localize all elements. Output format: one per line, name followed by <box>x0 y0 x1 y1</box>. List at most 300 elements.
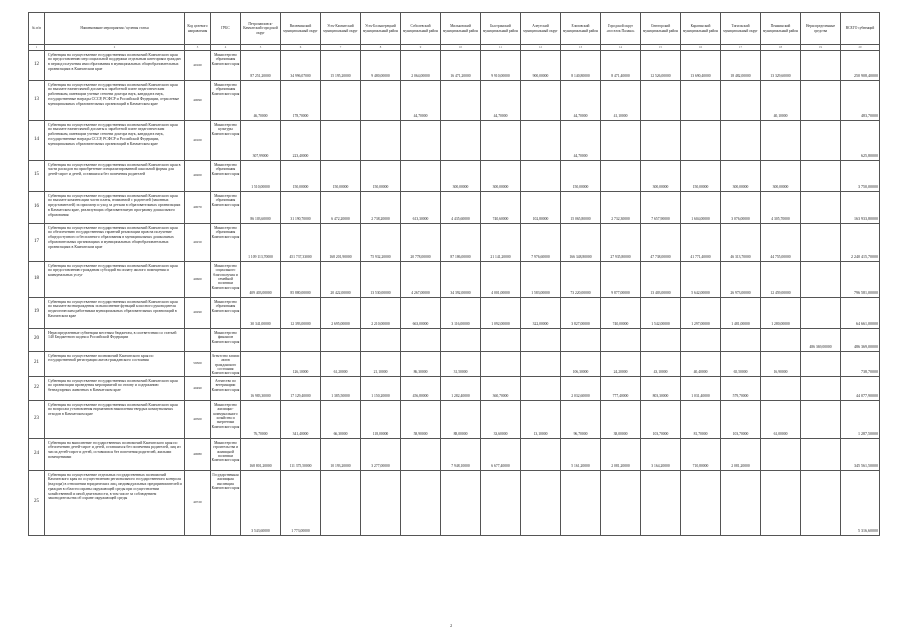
amount-cell <box>601 328 641 351</box>
amount-cell <box>481 120 521 160</box>
amount-cell <box>401 120 441 160</box>
amount-cell <box>561 470 601 535</box>
row-description: Субвенция на осуществление отдельных государственных полномочий Камчатского края по осуществлению регионального государственного контроля (надзора) в отношении юридических лиц, индивидуальных предпринимателей и граждан в области охраны окружающей среды при осуществлении хозяйственной и иной деятельности, в том числе за соблюдением законодательства об охране окружающей среды <box>45 470 185 535</box>
amount-cell: 75 932,20000 <box>361 223 401 261</box>
table-row <box>29 297 880 328</box>
amount-cell: 178,70000 <box>281 80 321 120</box>
amount-cell: 12 526,00000 <box>641 50 681 80</box>
column-header: Быстринский муниципальный район <box>481 13 521 45</box>
amount-cell: 21,10000 <box>361 351 401 376</box>
row-total: 5 316,60000 <box>841 470 880 535</box>
amount-cell <box>561 328 601 351</box>
amount-cell: 740,60000 <box>481 191 521 223</box>
amount-cell <box>601 470 641 535</box>
amount-cell: 1 542,00000 <box>641 297 681 328</box>
amount-cell: 9 480,00000 <box>361 50 401 80</box>
column-number: 19 <box>801 45 841 51</box>
row-total: 345 561,50000 <box>841 438 880 470</box>
amount-cell: 126,10000 <box>281 351 321 376</box>
column-number: 7 <box>321 45 361 51</box>
amount-cell: 5 642,00000 <box>681 261 721 297</box>
table-row <box>29 120 880 160</box>
column-header: Олюторский муниципальный район <box>641 13 681 45</box>
amount-cell <box>721 470 761 535</box>
amount-cell: 43,10000 <box>641 351 681 376</box>
amount-cell: 4 305,70000 <box>761 191 801 223</box>
column-header: ВСЕГО субвенций <box>841 13 880 45</box>
row-number: 25 <box>29 470 45 535</box>
amount-cell: 41,10000 <box>601 80 641 120</box>
row-description: Нераспределенные субвенции местным бюджетам, в соответствии со статьей 140 Бюджетного кодекса Российской Федерации <box>45 328 185 351</box>
amount-cell <box>521 160 561 191</box>
amount-cell: 300,00000 <box>641 160 681 191</box>
amount-cell: 7 948,10000 <box>441 438 481 470</box>
column-number: 20 <box>841 45 880 51</box>
amount-cell: 34 996,07000 <box>281 50 321 80</box>
amount-cell: 40,40000 <box>681 351 721 376</box>
amount-cell: 2 081,20000 <box>721 438 761 470</box>
target-code: 40090 <box>185 80 211 120</box>
amount-cell: 13 329,60000 <box>761 50 801 80</box>
amount-cell <box>441 328 481 351</box>
amount-cell <box>361 328 401 351</box>
amount-cell: 150,00000 <box>321 160 361 191</box>
amount-cell: 3 277,00000 <box>361 438 401 470</box>
amount-cell: 166 348,80000 <box>561 223 601 261</box>
column-number: 18 <box>761 45 801 51</box>
row-total: 486 369,00000 <box>841 328 880 351</box>
amount-cell <box>321 470 361 535</box>
row-number: 20 <box>29 328 45 351</box>
row-description: Субвенция на осуществление государственных полномочий Камчатского края по выплате вознаграждения за выполнение функций классного руководителя педагогическим работникам муниципальных образовательных организаций в Камчатском крае <box>45 297 185 328</box>
amount-cell <box>641 80 681 120</box>
grbs-name: Министерство социального благополучия и семейной политики Камчатского края <box>211 261 241 297</box>
row-number: 14 <box>29 120 45 160</box>
row-total: 2 240 415,70000 <box>841 223 880 261</box>
row-description: Субвенция на осуществление государственных полномочий Камчатского края по выплате компенсации части платы, взимаемой с родителей (законных представителей) за присмотр и уход за детьми в образовательных организациях в Камчатском крае, реализующих образовательную программу дошкольного образования <box>45 191 185 223</box>
amount-cell: 87 186,00000 <box>441 223 481 261</box>
column-number: 17 <box>721 45 761 51</box>
table-row <box>29 223 880 261</box>
amount-cell <box>801 351 841 376</box>
row-number: 15 <box>29 160 45 191</box>
amount-cell: 106,30000 <box>561 351 601 376</box>
amount-cell: 150,00000 <box>561 160 601 191</box>
amount-cell: 1 297,00000 <box>681 297 721 328</box>
amount-cell: 168 201,90000 <box>321 223 361 261</box>
grbs-name: Министерство образования Камчатского края <box>211 191 241 223</box>
amount-cell <box>521 120 561 160</box>
amount-cell <box>801 50 841 80</box>
column-number: 13 <box>561 45 601 51</box>
amount-cell: 6 472,20000 <box>321 191 361 223</box>
column-number: 5 <box>241 45 281 51</box>
amount-cell: 44,70000 <box>401 80 441 120</box>
amount-cell: 15 195,20000 <box>321 50 361 80</box>
grbs-name: Министерство образования Камчатского края <box>211 297 241 328</box>
row-number: 23 <box>29 400 45 438</box>
row-number: 21 <box>29 351 45 376</box>
amount-cell: 16 471,20000 <box>441 50 481 80</box>
amount-cell <box>441 120 481 160</box>
amount-cell: 900,00000 <box>521 50 561 80</box>
header-row <box>29 13 880 45</box>
amount-cell <box>281 328 321 351</box>
amount-cell <box>601 160 641 191</box>
amount-cell: 41 771,40000 <box>681 223 721 261</box>
amount-cell <box>721 80 761 120</box>
column-header: Вилючинский муниципальный округ <box>281 13 321 45</box>
amount-cell: 88,00000 <box>441 400 481 438</box>
column-header: Усть-Большерецкий муниципальный район <box>361 13 401 45</box>
amount-cell: 1 092,00000 <box>481 297 521 328</box>
target-code: 40100 <box>185 120 211 160</box>
amount-cell: 1 282,40000 <box>441 376 481 400</box>
amount-cell: 300,00000 <box>481 160 521 191</box>
target-code: 40070 <box>185 191 211 223</box>
target-code: 40290 <box>185 297 211 328</box>
row-description: Субвенция на осуществление государственных полномочий Камчатского края по обеспечению государственных гарантий реализации прав на получение общедоступного и бесплатного образования в муниципальных дошкольных образовательных организациях и муниципальных общеобразовательных организациях в Камчатском крае <box>45 223 185 261</box>
target-code: 40600 <box>185 261 211 297</box>
amount-cell: 613,30000 <box>401 191 441 223</box>
amount-cell: 66,30000 <box>321 400 361 438</box>
amount-cell: 27 935,80000 <box>601 223 641 261</box>
column-header: Алеутский муниципальный округ <box>521 13 561 45</box>
amount-cell: 47 738,00000 <box>641 223 681 261</box>
column-number: 16 <box>681 45 721 51</box>
amount-cell <box>761 328 801 351</box>
amount-cell <box>641 120 681 160</box>
amount-cell <box>801 470 841 535</box>
row-number: 17 <box>29 223 45 261</box>
amount-cell <box>521 376 561 400</box>
amount-cell <box>761 376 801 400</box>
amount-cell: 3 116,00000 <box>441 297 481 328</box>
grbs-name: Министерство строительства и жилищной политики Камчатского края <box>211 438 241 470</box>
grbs-name: Министерство образования Камчатского края <box>211 160 241 191</box>
column-header: Мильковский муниципальный район <box>441 13 481 45</box>
column-number: 11 <box>481 45 521 51</box>
amount-cell <box>801 223 841 261</box>
amount-cell <box>681 470 721 535</box>
column-number: 14 <box>601 45 641 51</box>
amount-cell: 85 880,00000 <box>281 261 321 297</box>
amount-cell <box>641 470 681 535</box>
amount-cell: 341,40000 <box>281 400 321 438</box>
table-row <box>29 438 880 470</box>
amount-cell: 86 103,60000 <box>241 191 281 223</box>
amount-cell: 456,80000 <box>401 376 441 400</box>
amount-cell <box>801 400 841 438</box>
amount-cell <box>801 120 841 160</box>
amount-cell: 103,70000 <box>721 400 761 438</box>
amount-cell <box>401 160 441 191</box>
amount-cell: 150,00000 <box>281 160 321 191</box>
amount-cell <box>761 438 801 470</box>
amount-cell: 5 161,20000 <box>561 438 601 470</box>
amount-cell: 4 267,00000 <box>401 261 441 297</box>
amount-cell <box>801 261 841 297</box>
column-number: 1 <box>29 45 45 51</box>
amount-cell: 663,00000 <box>401 297 441 328</box>
amount-cell <box>481 470 521 535</box>
amount-cell: 8 140,80000 <box>561 50 601 80</box>
column-number: 8 <box>361 45 401 51</box>
grbs-name: Министерство жилищно-коммунального хозяйства и энергетики Камчатского края <box>211 400 241 438</box>
amount-cell: 46 313,70000 <box>721 223 761 261</box>
column-header: Пенжинский муниципальный район <box>761 13 801 45</box>
amount-cell: 710,80000 <box>681 438 721 470</box>
amount-cell <box>521 80 561 120</box>
amount-cell <box>801 297 841 328</box>
target-code: 40080 <box>185 438 211 470</box>
column-number: 15 <box>641 45 681 51</box>
amount-cell: 1 510,00000 <box>241 160 281 191</box>
amount-cell: 34 392,00000 <box>441 261 481 297</box>
amount-cell: 20 422,00000 <box>321 261 361 297</box>
amount-cell: 2 732,30000 <box>601 191 641 223</box>
amount-cell: 2 210,00000 <box>361 297 401 328</box>
amount-cell <box>241 351 281 376</box>
row-description: Субвенция на осуществление государственных полномочий Камчатского края по организации проведения мероприятий по отлову и содержанию безнадзорных животных в Камчатском крае <box>45 376 185 400</box>
column-header: Городской округ «поселок Палана» <box>601 13 641 45</box>
column-header: Соболевский муниципальный район <box>401 13 441 45</box>
amount-cell: 13 530,00000 <box>361 261 401 297</box>
amount-cell: 30 341,00000 <box>241 297 281 328</box>
amount-cell <box>801 438 841 470</box>
row-description: Субвенция на осуществление государственных полномочий Камчатского края по предоставлению мер социальной поддержки отдельным категориям граждан в период получения ими образования в муниципальных общеобразовательных организациях в Камчатском крае <box>45 50 185 80</box>
column-header: Наименование мероприятия / целевая статья <box>45 13 185 45</box>
amount-cell <box>681 120 721 160</box>
row-description: Субвенция на осуществление государственных полномочий Камчатского края по выплате ежемесячной доплаты к заработной плате педагогическим работникам, имеющим ученые степени доктора наук, кандидата наук, государственные награды СССР, РСФСР и Российской Федерации, муниципальных образовательных организаций в Камчатском крае <box>45 120 185 160</box>
amount-cell: 307,99000 <box>241 120 281 160</box>
row-total: 1 287,50000 <box>841 400 880 438</box>
amount-cell <box>521 470 561 535</box>
column-number: 2 <box>45 45 185 51</box>
amount-cell: 2 064,00000 <box>401 50 441 80</box>
row-number: 13 <box>29 80 45 120</box>
grbs-name: Министерство образования Камчатского края <box>211 223 241 261</box>
row-total: 625,80000 <box>841 120 880 160</box>
amount-cell: 740,00000 <box>601 297 641 328</box>
target-code: 40200 <box>185 160 211 191</box>
row-total: 483,70000 <box>841 80 880 120</box>
amount-cell <box>681 328 721 351</box>
amount-cell <box>481 351 521 376</box>
amount-cell: 1 481,00000 <box>721 297 761 328</box>
column-number: 10 <box>441 45 481 51</box>
amount-cell: 103,70000 <box>641 400 681 438</box>
amount-cell: 44 755,00000 <box>761 223 801 261</box>
amount-cell <box>401 438 441 470</box>
amount-cell: 20 778,00000 <box>401 223 441 261</box>
amount-cell: 3 543,60000 <box>241 470 281 535</box>
column-number: 4 <box>211 45 241 51</box>
amount-cell <box>681 80 721 120</box>
amount-cell <box>721 328 761 351</box>
amount-cell: 86,30000 <box>401 351 441 376</box>
amount-cell: 1 150,20000 <box>361 376 401 400</box>
row-total: 64 661,00000 <box>841 297 880 328</box>
column-header: Код целевого направления <box>185 13 211 45</box>
amount-cell: 9 910,00000 <box>481 50 521 80</box>
amount-cell: 150,00000 <box>681 160 721 191</box>
amount-cell <box>361 120 401 160</box>
row-description: Субвенция на осуществление государственных полномочий Камчатского края по вопросам установления нормативов накопления твердых коммунальных отходов в Камчатском крае <box>45 400 185 438</box>
amount-cell: 65,50000 <box>721 351 761 376</box>
amount-cell: 1 280,00000 <box>761 297 801 328</box>
amount-cell <box>401 470 441 535</box>
row-description: Субвенция на осуществление государственных полномочий Камчатского края в части расходов на приобретение специализированной школьной формы для детей-сирот и детей, оставшихся без попечения родителей <box>45 160 185 191</box>
target-code: 59300 <box>185 351 211 376</box>
amount-cell: 3 827,00000 <box>561 297 601 328</box>
table-body <box>29 50 880 535</box>
target-code <box>185 328 211 351</box>
amount-cell <box>801 80 841 120</box>
table-row <box>29 400 880 438</box>
column-header: № п/п <box>29 13 45 45</box>
amount-cell <box>801 160 841 191</box>
column-header: Тигильский муниципальный округ <box>721 13 761 45</box>
amount-cell: 40,10000 <box>761 80 801 120</box>
amount-cell: 1 583,00000 <box>521 261 561 297</box>
amount-cell: 58,90000 <box>401 400 441 438</box>
row-number: 18 <box>29 261 45 297</box>
row-number: 19 <box>29 297 45 328</box>
table-row <box>29 328 880 351</box>
page-number: 2 <box>450 623 453 628</box>
amount-cell: 1 604,00000 <box>681 191 721 223</box>
amount-cell: 300,00000 <box>761 160 801 191</box>
amount-cell <box>521 328 561 351</box>
grbs-name: Агентство записи актов гражданского состояния Камчатского края <box>211 351 241 376</box>
amount-cell <box>601 120 641 160</box>
amount-cell: 777,40000 <box>601 376 641 400</box>
row-description: Субвенция на осуществление полномочий Камчатского края по государственной регистрации актов гражданского состояния <box>45 351 185 376</box>
column-header: Петропавловск-Камчатский городской округ <box>241 13 281 45</box>
amount-cell: 1 031,40000 <box>681 376 721 400</box>
amount-cell <box>521 438 561 470</box>
target-code: 40250 <box>185 223 211 261</box>
amount-cell: 44,70000 <box>481 80 521 120</box>
amount-cell: 31 190,70000 <box>281 191 321 223</box>
amount-cell: 300,00000 <box>441 160 481 191</box>
amount-cell: 2 081,20000 <box>601 438 641 470</box>
amount-cell <box>361 80 401 120</box>
amount-cell <box>401 328 441 351</box>
amount-cell: 31,50000 <box>441 351 481 376</box>
amount-cell: 2 032,60000 <box>561 376 601 400</box>
row-number: 12 <box>29 50 45 80</box>
amount-cell: 44,70000 <box>561 120 601 160</box>
column-header: ГРБС <box>211 13 241 45</box>
amount-cell: 12 393,00000 <box>281 297 321 328</box>
row-total: 250 908,40000 <box>841 50 880 80</box>
amount-cell: 409 403,00000 <box>241 261 281 297</box>
amount-cell <box>721 120 761 160</box>
amount-cell: 17 129,40000 <box>281 376 321 400</box>
amount-cell: 44,70000 <box>561 80 601 120</box>
amount-cell: 803,30000 <box>641 376 681 400</box>
amount-cell <box>441 80 481 120</box>
column-number: 6 <box>281 45 321 51</box>
amount-cell: 13,10000 <box>521 400 561 438</box>
amount-cell <box>761 470 801 535</box>
amount-cell <box>801 191 841 223</box>
amount-cell: 9 877,00000 <box>601 261 641 297</box>
row-number: 24 <box>29 438 45 470</box>
row-description: Субвенция на осуществление государственных полномочий Камчатского края по выплате ежемесячной доплаты к заработной плате педагогическим работникам, имеющим ученые степени доктора наук, кандидата наук, государственные награды СССР, РСФСР и Российской Федерации, отраслевые муниципальных образовательных организаций в Камчатском крае <box>45 80 185 120</box>
amount-cell: 3 164,20000 <box>641 438 681 470</box>
row-description: Субвенция на выполнение государственных полномочий Камчатского края по обеспечению детей-сирот и детей, оставшихся без попечения родителей, лиц из числа детей-сирот и детей, оставшихся без попечения родителей, жилыми помещениями <box>45 438 185 470</box>
subventions-table <box>28 12 880 536</box>
amount-cell: 61,20000 <box>321 351 361 376</box>
amount-cell: 61,00000 <box>761 400 801 438</box>
table-row <box>29 80 880 120</box>
row-number: 16 <box>29 191 45 223</box>
amount-cell: 18 482,00000 <box>721 50 761 80</box>
column-header: Елизовский муниципальный район <box>561 13 601 45</box>
table-header <box>29 13 880 51</box>
grbs-name: Государственная жилищная инспекция Камчатского края <box>211 470 241 535</box>
row-total: 738,70000 <box>841 351 880 376</box>
column-header: Нераспределенные средства <box>801 13 841 45</box>
grbs-name: Министерство образования Камчатского края <box>211 80 241 120</box>
table-row <box>29 191 880 223</box>
amount-cell: 10 193,20000 <box>321 438 361 470</box>
amount-cell: 73 220,00000 <box>561 261 601 297</box>
amount-cell: 1 385,50000 <box>321 376 361 400</box>
amount-cell: 46,70000 <box>241 80 281 120</box>
amount-cell: 360,70000 <box>481 376 521 400</box>
column-header: Усть-Камчатский муниципальный округ <box>321 13 361 45</box>
amount-cell: 486 369,00000 <box>801 328 841 351</box>
amount-cell: 4 001,00000 <box>481 261 521 297</box>
amount-cell <box>321 328 361 351</box>
amount-cell <box>361 470 401 535</box>
target-code: 40500 <box>185 400 211 438</box>
amount-cell: 33,60000 <box>481 400 521 438</box>
amount-cell: 1 773,00000 <box>281 470 321 535</box>
amount-cell: 579,70000 <box>721 376 761 400</box>
row-description: Субвенция на осуществление государственных полномочий Камчатского края по предоставлению гражданам субсидий на оплату жилого помещения и коммунальных услуг <box>45 261 185 297</box>
row-number: 22 <box>29 376 45 400</box>
row-total: 3 750,00000 <box>841 160 880 191</box>
column-number: 12 <box>521 45 561 51</box>
table-row <box>29 351 880 376</box>
row-total: 163 933,80000 <box>841 191 880 223</box>
amount-cell: 300,00000 <box>721 160 761 191</box>
table-row <box>29 160 880 191</box>
amount-cell: 16 983,30000 <box>241 376 281 400</box>
amount-cell: 7 657,90000 <box>641 191 681 223</box>
amount-cell: 3 076,00000 <box>721 191 761 223</box>
amount-cell: 223,40000 <box>281 120 321 160</box>
amount-cell: 96,70000 <box>561 400 601 438</box>
row-total: 796 581,00000 <box>841 261 880 297</box>
amount-cell: 7 976,60000 <box>521 223 561 261</box>
amount-cell <box>801 376 841 400</box>
amount-cell: 2 738,20000 <box>361 191 401 223</box>
amount-cell: 111 375,50000 <box>281 438 321 470</box>
grbs-name: Агентство по ветеринарии Камчатского края <box>211 376 241 400</box>
grbs-name: Министерство финансов Камчатского края <box>211 328 241 351</box>
amount-cell <box>321 80 361 120</box>
amount-cell <box>481 328 521 351</box>
amount-cell: 38,00000 <box>601 400 641 438</box>
amount-cell: 26 973,00000 <box>721 261 761 297</box>
amount-cell: 118,00000 <box>361 400 401 438</box>
